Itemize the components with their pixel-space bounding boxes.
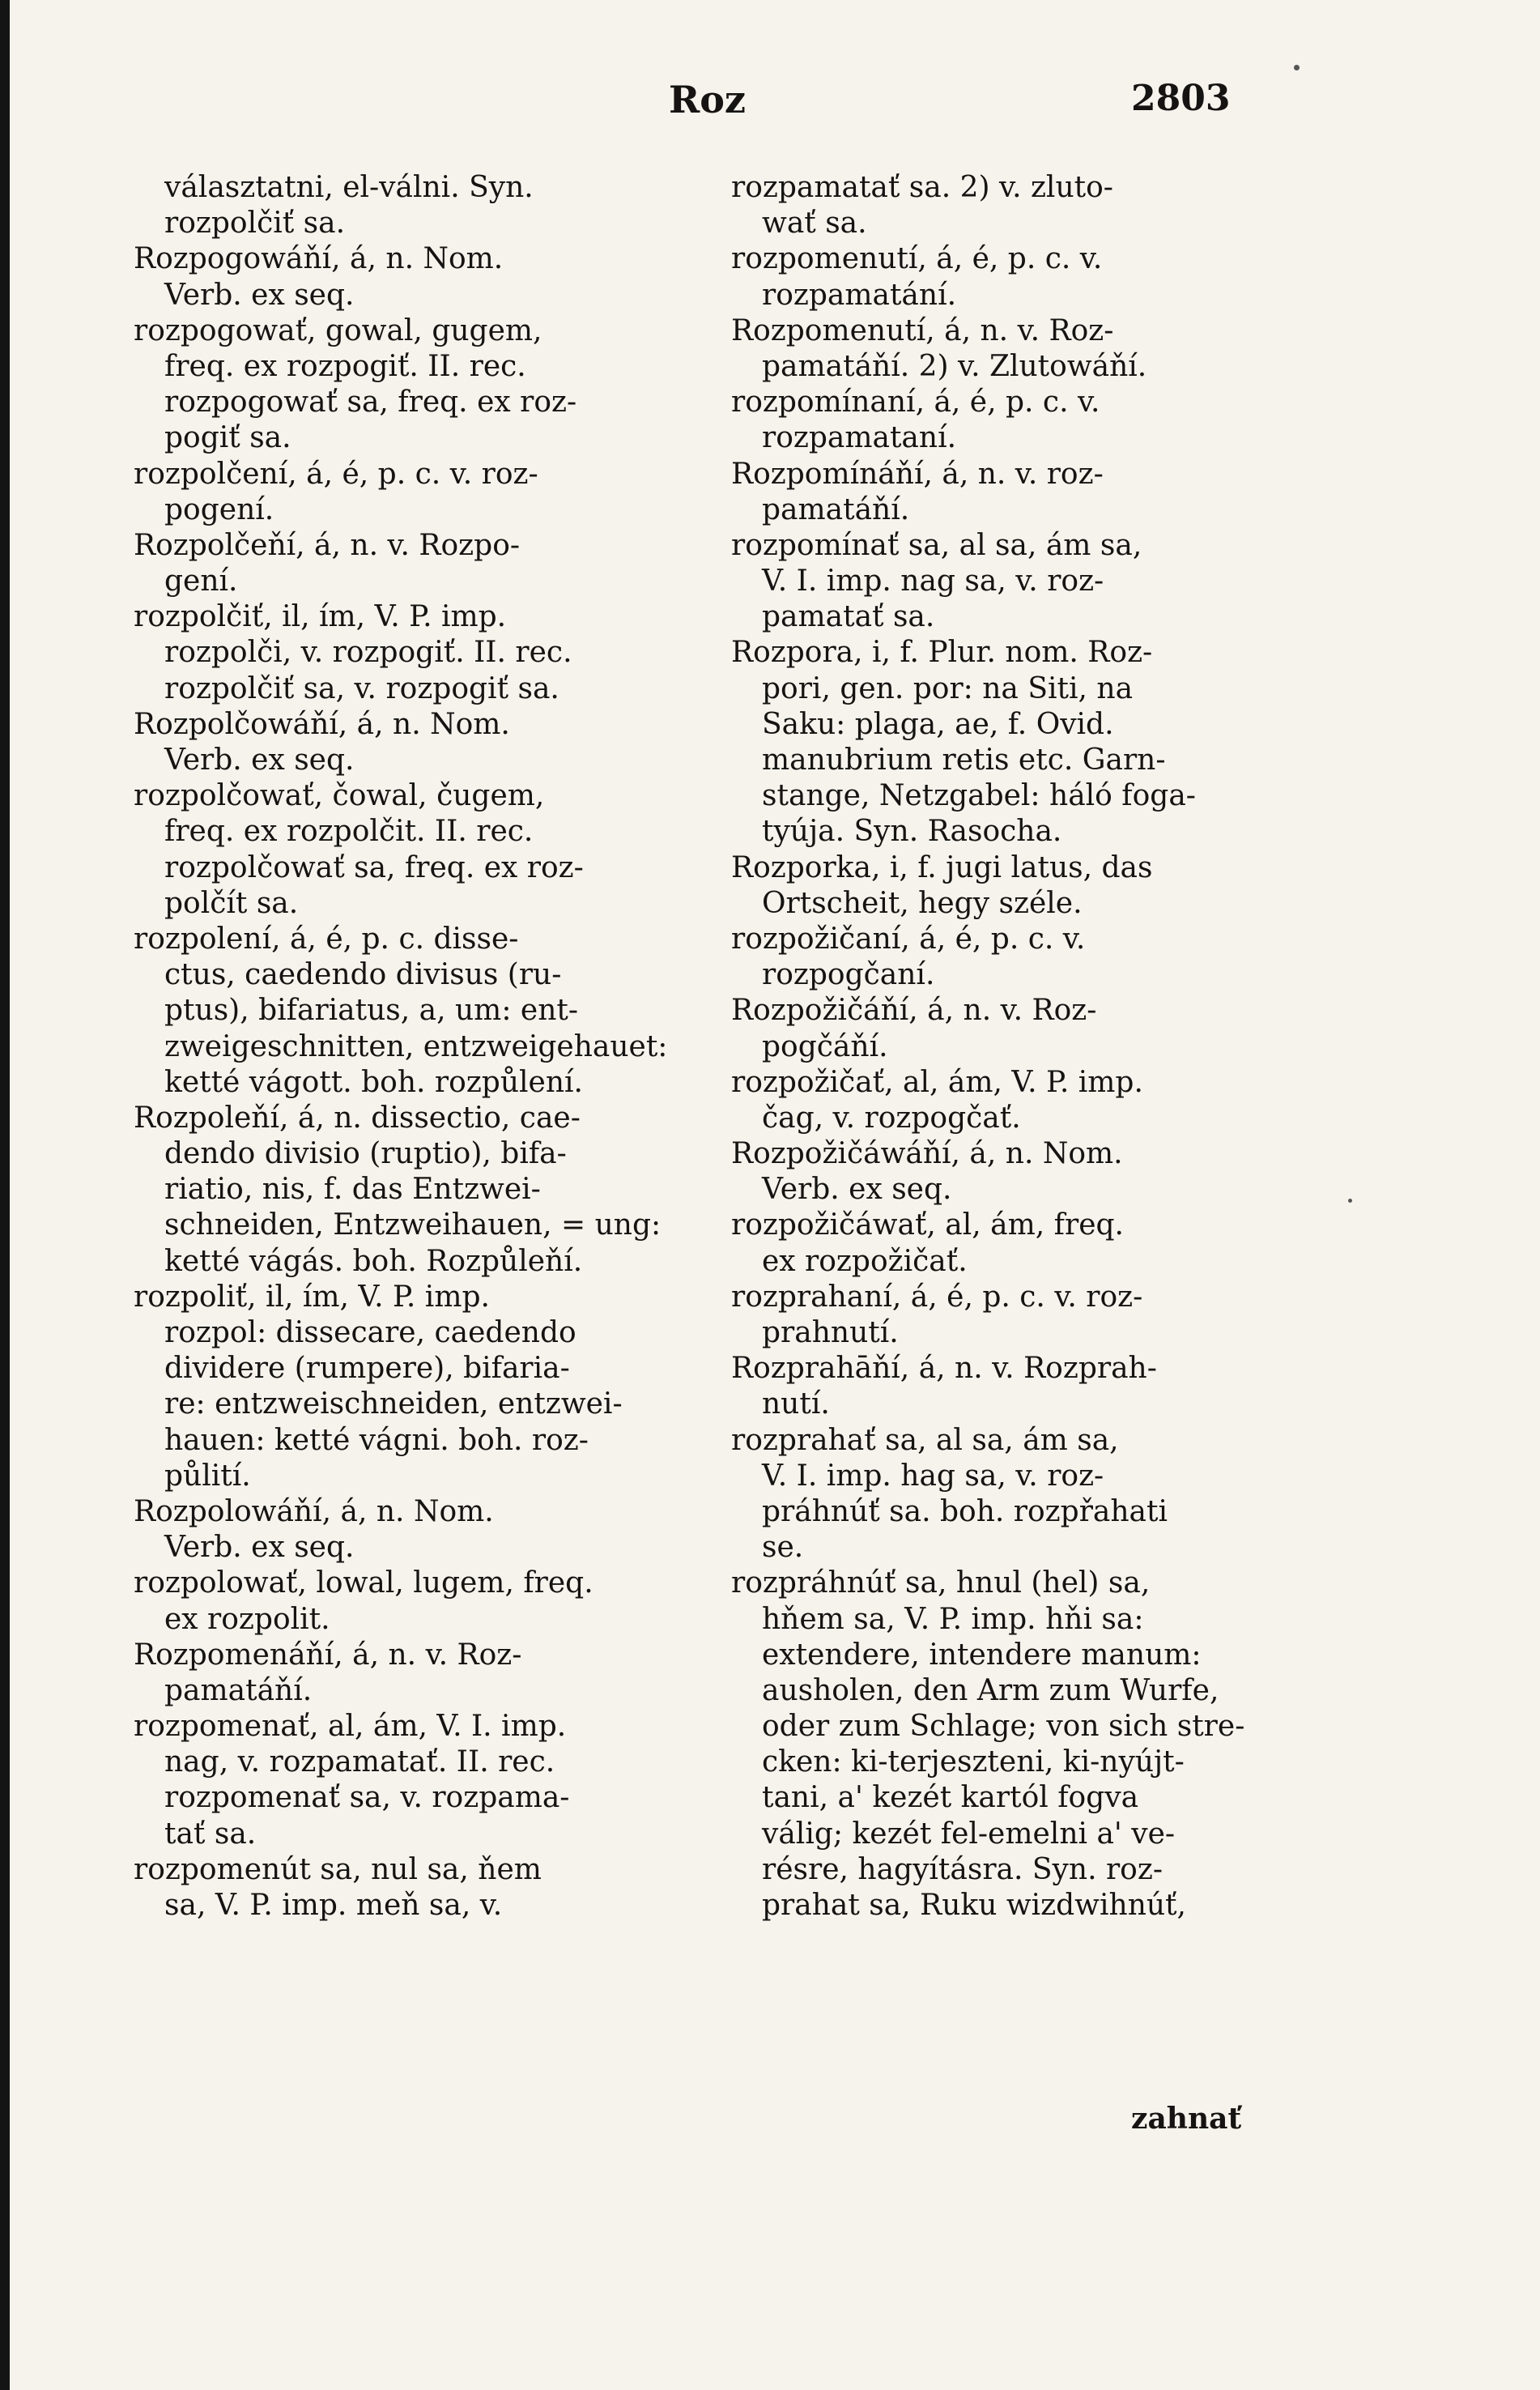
entry-line: ex rozpolit. (164, 1602, 330, 1636)
entry-line: půlití. (164, 1459, 251, 1493)
entry-line: Rozpomenutí, á, n. v. Roz- (731, 313, 1114, 347)
entry-line: rozpožičáwať, al, ám, freq. (731, 1208, 1124, 1242)
entry-line: Rozpolowáňí, á, n. Nom. (134, 1494, 494, 1528)
entry-line: rozpolčiť sa, v. rozpogiť sa. (164, 671, 559, 705)
entry-line: Ortscheit, hegy széle. (762, 886, 1083, 920)
entry-line: ketté vágott. boh. rozpůlení. (164, 1065, 583, 1099)
ink-speck (1348, 1199, 1352, 1203)
entry-line: cken: ki-terjeszteni, ki-nyújt- (762, 1745, 1185, 1779)
entry-line: rozpráhnúť sa, hnul (hel) sa, (731, 1566, 1151, 1600)
entry-line: rozpolčení, á, é, p. c. v. roz- (134, 457, 538, 491)
entry-line: ex rozpožičať. (762, 1244, 968, 1278)
entry-line: pamatáňí. (762, 492, 910, 526)
entry-line: freq. ex rozpolčit. II. rec. (164, 815, 534, 849)
entry-line: stange, Netzgabel: háló foga- (762, 779, 1196, 813)
entry-line: pamatať sa. (762, 600, 935, 634)
entry-line: rozpol: dissecare, caedendo (164, 1316, 576, 1349)
entry-line: választatni, el-válni. Syn. (164, 171, 534, 204)
entry-line: pamatáňí. 2) v. Zlutowáňí. (762, 349, 1147, 383)
entry-line: rozpolení, á, é, p. c. disse- (134, 922, 519, 956)
entry-line: ketté vágás. boh. Rozpůleňí. (164, 1244, 583, 1278)
entry-line: rozpožičaní, á, é, p. c. v. (731, 922, 1086, 956)
entry-line: rozpolči, v. rozpogiť. II. rec. (164, 636, 572, 670)
entry-line: rozpolčowať sa, freq. ex roz- (164, 850, 584, 884)
entry-line: freq. ex rozpogiť. II. rec. (164, 349, 526, 383)
entry-line: rozpolčowať, čowal, čugem, (134, 779, 545, 813)
entry-line: Verb. ex seq. (762, 1173, 952, 1207)
entry-line: rozpomínať sa, al sa, ám sa, (731, 528, 1142, 562)
running-head: Roz (669, 78, 747, 121)
entry-line: tyúja. Syn. Rasocha. (762, 815, 1062, 849)
entry-line: Rozporka, i, f. jugi latus, das (731, 850, 1153, 884)
entry-line: polčít sa. (164, 886, 299, 920)
entry-line: oder zum Schlage; von sich stre- (762, 1710, 1245, 1744)
entry-line: pogiť sa. (164, 421, 291, 455)
entry-line: extendere, intendere manum: (762, 1638, 1202, 1672)
entry-line: Rozpožičáwáňí, á, n. Nom. (731, 1137, 1123, 1171)
entry-line: rozpogowať, gowal, gugem, (134, 313, 542, 347)
entry-line: nag, v. rozpamatať. II. rec. (164, 1745, 555, 1779)
entry-line: hňem sa, V. P. imp. hňi sa: (762, 1602, 1144, 1636)
entry-line: Rozpora, i, f. Plur. nom. Roz- (731, 636, 1153, 670)
entry-line: pori, gen. por: na Siti, na (762, 671, 1134, 705)
entry-line: dendo divisio (ruptio), bifa- (164, 1137, 567, 1171)
entry-line: Saku: plaga, ae, f. Ovid. (762, 707, 1114, 741)
entry-line: rozpolčiť sa. (164, 207, 346, 241)
scan-page-edge (0, 0, 10, 2390)
entry-line: rozprahaní, á, é, p. c. v. roz- (731, 1280, 1143, 1314)
entry-line: riatio, nis, f. das Entzwei- (164, 1173, 541, 1207)
entry-line: re: entzweischneiden, entzwei- (164, 1387, 623, 1421)
entry-line: ausholen, den Arm zum Wurfe, (762, 1673, 1219, 1707)
entry-line: pamatáňí. (164, 1673, 313, 1707)
entry-line: Rozpolčeňí, á, n. v. Rozpo- (134, 528, 521, 562)
entry-line: Rozpogowáňí, á, n. Nom. (134, 242, 504, 276)
entry-line: rozpomenutí, á, é, p. c. v. (731, 242, 1103, 276)
entry-line: gení. (164, 564, 238, 599)
entry-line: zweigeschnitten, entzweigehauet: (164, 1029, 668, 1063)
entry-line: prahnutí. (762, 1316, 899, 1349)
entry-line: nutí. (762, 1387, 830, 1421)
entry-line: rozpamatání. (762, 278, 957, 312)
ink-speck (1294, 65, 1300, 70)
entry-line: rozpomenať sa, v. rozpama- (164, 1781, 570, 1815)
entry-line: se. (762, 1531, 804, 1565)
entry-line: hauen: ketté vágni. boh. roz- (164, 1423, 589, 1457)
entry-line: pogení. (164, 492, 274, 526)
entry-line: résre, hagyításra. Syn. roz- (762, 1852, 1163, 1886)
entry-line: pogčáňí. (762, 1029, 888, 1063)
entry-line: Rozpožičáňí, á, n. v. Roz- (731, 994, 1097, 1028)
catchword: zahnať (1131, 2102, 1242, 2136)
entry-line: ptus), bifariatus, a, um: ent- (164, 994, 579, 1028)
entry-line: prahat sa, Ruku wizdwihnúť, (762, 1889, 1186, 1922)
left-column (134, 170, 717, 1924)
entry-line: Rozpomínáňí, á, n. v. roz- (731, 457, 1104, 491)
entry-line: rozpomenút sa, nul sa, ňem (134, 1852, 542, 1886)
entry-line: rozpožičať, al, ám, V. P. imp. (731, 1065, 1143, 1099)
entry-line: čag, v. rozpogčať. (762, 1101, 1021, 1135)
entry-line: rozpolčiť, il, ím, V. P. imp. (134, 600, 507, 634)
entry-line: práhnúť sa. boh. rozpřahati (762, 1494, 1168, 1528)
entry-line: V. I. imp. hag sa, v. roz- (762, 1459, 1104, 1493)
entry-line: schneiden, Entzweihauen, = ung: (164, 1208, 662, 1242)
entry-line: rozprahať sa, al sa, ám sa, (731, 1423, 1119, 1457)
entry-line: Rozpoleňí, á, n. dissectio, cae- (134, 1101, 581, 1135)
page-number: 2803 (1131, 78, 1231, 119)
entry-line: rozpogowať sa, freq. ex roz- (164, 386, 577, 420)
entry-line: rozpamatať sa. 2) v. zluto- (731, 171, 1113, 204)
entry-line: tať sa. (164, 1817, 257, 1851)
entry-line: sa, V. P. imp. meň sa, v. (164, 1889, 503, 1922)
entry-line: rozpomínaní, á, é, p. c. v. (731, 386, 1100, 420)
entry-line: rozpamataní. (762, 421, 957, 455)
entry-line: dividere (rumpere), bifaria- (164, 1352, 570, 1386)
entry-line: Verb. ex seq. (164, 278, 355, 312)
entry-line: V. I. imp. nag sa, v. roz- (762, 564, 1104, 599)
entry-line: Rozprahāňí, á, n. v. Rozprah- (731, 1352, 1157, 1386)
entry-line: válig; kezét fel-emelni a' ve- (762, 1817, 1176, 1851)
entry-line: Rozpolčowáňí, á, n. Nom. (134, 707, 510, 741)
entry-line: rozpomenať, al, ám, V. I. imp. (134, 1710, 567, 1744)
entry-line: tani, a' kezét kartól fogva (762, 1781, 1139, 1815)
entry-line: Rozpomenáňí, á, n. v. Roz- (134, 1638, 522, 1672)
right-column (731, 170, 1314, 1924)
entry-line: Verb. ex seq. (164, 1531, 355, 1565)
entry-line: Verb. ex seq. (164, 743, 355, 777)
entry-line: wať sa. (762, 207, 867, 241)
entry-line: manubrium retis etc. Garn- (762, 743, 1166, 777)
entry-line: rozpolowať, lowal, lugem, freq. (134, 1566, 593, 1600)
entry-line: rozpoliť, il, ím, V. P. imp. (134, 1280, 490, 1314)
entry-line: rozpogčaní. (762, 958, 935, 992)
entry-line: ctus, caedendo divisus (ru- (164, 958, 562, 992)
